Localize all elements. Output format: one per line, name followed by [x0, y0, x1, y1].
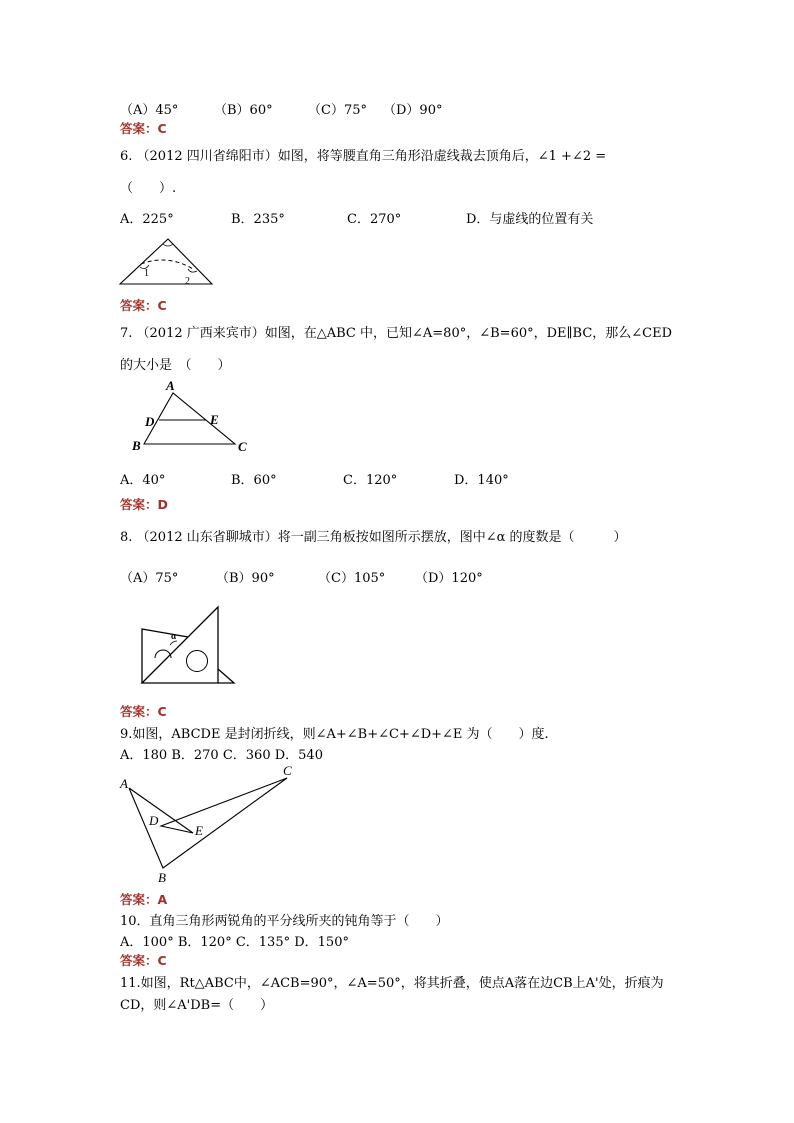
q8-option-c: （C）105°	[318, 571, 386, 586]
q10-options: A．100° B．120° C．135° D．150°	[120, 935, 349, 950]
q9-figure	[115, 762, 305, 886]
q8-triangle-45	[142, 607, 218, 683]
q6-label-1: 1	[144, 268, 149, 279]
q5-answer: 答案：C	[120, 121, 167, 136]
q10-answer: 答案：C	[120, 953, 167, 968]
q8-stem: 8. （2012 山东省聊城市）将一副三角板按如图所示摆放，图中∠α 的度数是（ ）	[120, 530, 627, 545]
q7-label-d: D	[145, 414, 155, 429]
q7-option-a: A．40°	[120, 473, 166, 488]
q6-angle-mark-top	[163, 244, 173, 246]
q7-label-c: C	[238, 439, 247, 454]
q6-stem-line1: 6. （2012 四川省绵阳市）如图，将等腰直角三角形沿虚线裁去顶角后，∠1 +∠2 =	[120, 149, 607, 164]
q8-answer: 答案：C	[120, 704, 167, 719]
q6-option-a: A．225°	[120, 212, 174, 227]
q9-label-e: E	[195, 823, 203, 838]
q7-figure	[128, 378, 253, 458]
q7-label-b: B	[132, 438, 141, 453]
q6-option-b: B．235°	[231, 212, 285, 227]
q6-angle-2-arc	[188, 269, 197, 272]
q7-answer: 答案：D	[120, 497, 168, 512]
q8-triangle-back	[142, 629, 188, 683]
q8-option-b: （B）90°	[216, 571, 275, 586]
q10-stem: 10．直角三角形两锐角的平分线所夹的钝角等于（ ）	[120, 914, 449, 929]
q5-option-c: （C）75°	[308, 103, 367, 118]
q6-figure	[118, 236, 214, 288]
q7-label-a: A	[166, 378, 175, 393]
q9-label-c: C	[283, 763, 292, 778]
q5-option-d: （D）90°	[383, 103, 443, 118]
q7-stem-line2: 的大小是 （ ）	[120, 358, 231, 373]
q11-stem-line2: CD，则∠A'DB=（ ）	[120, 998, 274, 1013]
q7-option-d: D．140°	[454, 473, 509, 488]
q9-stem: 9.如图，ABCDE 是封闭折线，则∠A+∠B+∠C+∠D+∠E 为（ ）度.	[120, 727, 549, 742]
q9-label-d: D	[149, 813, 159, 828]
q9-label-b: B	[158, 870, 166, 885]
q9-label-a: A	[120, 776, 128, 791]
q6-option-c: C．270°	[347, 212, 402, 227]
q9-answer: 答案：A	[120, 892, 168, 907]
q6-option-d: D．与虚线的位置有关	[466, 212, 594, 227]
q9-options: A．180 B．270 C．360 D．540	[120, 748, 323, 763]
q7-label-e: E	[210, 412, 219, 427]
q6-stem-line2: （ ）.	[120, 181, 177, 196]
q8-inner-circle-large	[187, 651, 208, 672]
q6-label-2: 2	[185, 276, 190, 287]
q7-stem-line1: 7. （2012 广西来宾市）如图，在△ABC 中，已知∠A=80°，∠B=60°，DE∥BC，那么∠CED	[120, 326, 673, 341]
q8-angle-alpha-arc	[170, 641, 177, 645]
q8-triangle-30-60	[218, 669, 234, 683]
q6-answer: 答案：C	[120, 298, 167, 313]
q8-label-alpha: α	[171, 631, 177, 641]
q5-option-a: （A）45°	[120, 103, 179, 118]
q11-stem-line1: 11.如图，Rt△ABC中，∠ACB=90°，∠A=50°，将其折叠，使点A落在边CB上A'处，折痕为	[120, 976, 664, 991]
q8-option-d: （D）120°	[415, 571, 483, 586]
q8-option-a: （A）75°	[120, 571, 179, 586]
q7-option-b: B．60°	[231, 473, 277, 488]
q7-triangle-abc	[144, 393, 235, 444]
q8-figure	[138, 603, 238, 687]
q7-option-c: C．120°	[343, 473, 398, 488]
q5-option-b: （B）60°	[214, 103, 273, 118]
